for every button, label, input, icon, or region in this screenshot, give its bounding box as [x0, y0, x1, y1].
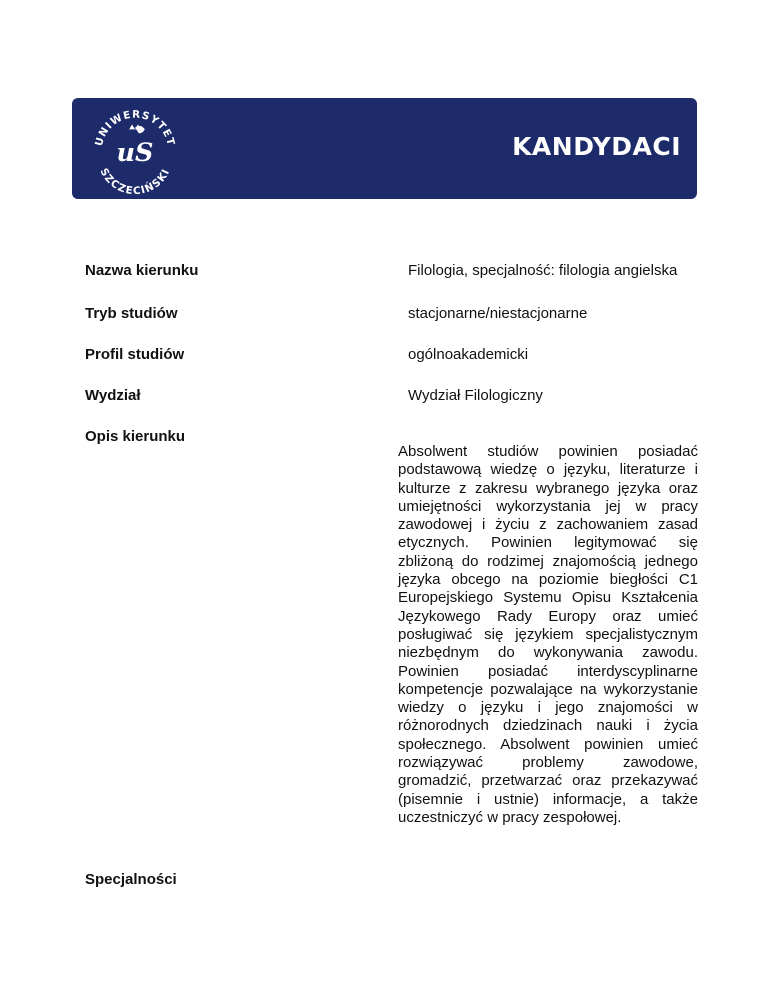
field-value-profil-studiow: ogólnoakademicki	[408, 346, 529, 363]
university-logo	[86, 100, 184, 198]
logo-letters: uS	[116, 137, 154, 168]
field-label-wydzial: Wydział	[85, 387, 141, 404]
field-label-tryb-studiow: Tryb studiów	[85, 305, 178, 322]
description-label: Opis kierunku	[85, 428, 186, 445]
specializations-label: Specjalności	[85, 871, 177, 888]
logo-text-top: UNIWERSYTET	[92, 108, 178, 148]
logo-text-bottom: SZCZECIŃSKI	[97, 166, 173, 198]
field-label-profil-studiow: Profil studiów	[85, 346, 185, 363]
field-label-nazwa-kierunku: Nazwa kierunku	[85, 262, 199, 279]
field-value-wydzial: Wydział Filologiczny	[408, 387, 543, 404]
svg-text:SZCZECIŃSKI	[97, 166, 172, 197]
description-text: Absolwent studiów powinien posiadać podstawową wiedzę o języku, literaturze i kulturze z zakresu wybranego języka oraz umiejętności wykorzystania jej w pracy zawodowej i życiu z zachowaniem zasad etycznych. Powinien legitymować się zbliżoną do rodzimej znajomością jednego języka obcego na poziomie biegłości C1 Europejskiego Systemu Opisu Kształcenia Językowego Rady Europy oraz umieć posługiwać się językiem specjalistycznym niezbędnym do wykonywania zawodu. Powinien posiadać interdyscyplinarne kompetencje pozwalające na wykorzystanie wiedzy o języku i jego znajomości w różnorodnych dziedzinach nauki i życia społecznego. Absolwent powinien umieć rozwiązywać problemy zawodowe, gromadzić, przetwarzać oraz przekazywać (pisemnie i ustnie) informacje, a także uczestniczyć w pracy zespołowej.	[398, 443, 698, 826]
header-banner	[72, 98, 697, 199]
field-value-tryb-studiow: stacjonarne/niestacjonarne	[408, 305, 588, 322]
field-value-nazwa-kierunku: Filologia, specjalność: filologia angielska	[408, 262, 678, 279]
banner-title: KANDYDACI	[512, 132, 681, 161]
